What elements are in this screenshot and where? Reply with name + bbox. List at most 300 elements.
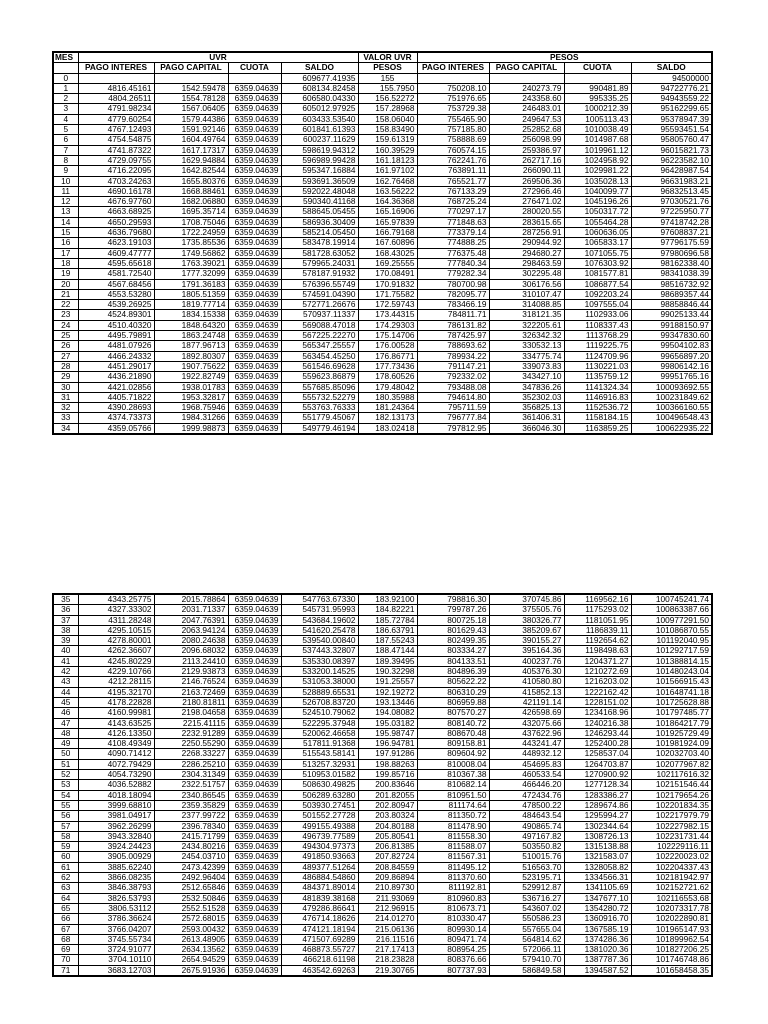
table-cell: 3999.68810 — [78, 800, 154, 810]
table-cell: 99347830.60 — [631, 331, 712, 341]
header-empty — [53, 63, 78, 73]
table-cell: 1354280.72 — [564, 903, 631, 913]
table-cell: 99188150.97 — [631, 320, 712, 330]
table-cell: 6359.04639 — [228, 83, 281, 93]
table-cell: 6359.04639 — [228, 186, 281, 196]
table-cell: 496739.77589 — [281, 831, 358, 841]
table-body-bottom — [53, 594, 712, 976]
table-cell: 161.97102 — [358, 166, 417, 176]
table-cell: 432075.66 — [489, 718, 564, 728]
table-cell: 200.83646 — [358, 780, 417, 790]
table-cell: 510015.76 — [489, 852, 564, 862]
table-cell: 463542.69263 — [281, 965, 358, 976]
table-cell: 1834.15338 — [154, 310, 228, 320]
table-cell: 811174.64 — [417, 800, 489, 810]
table-cell: 574591.04390 — [281, 289, 358, 299]
table-cell: 1097555.04 — [564, 300, 631, 310]
table-cell: 102179654.26 — [631, 790, 712, 800]
table-cell: 1302344.64 — [564, 821, 631, 831]
table-cell: 1234168.96 — [564, 708, 631, 718]
table-cell: 1130221.03 — [564, 361, 631, 371]
table-cell: 71 — [53, 965, 78, 976]
table-row — [53, 780, 712, 790]
table-cell: 1050317.72 — [564, 207, 631, 217]
table-cell: 4 — [53, 114, 78, 124]
table-cell: 1863.24748 — [154, 331, 228, 341]
table-cell: 4278.80001 — [78, 636, 154, 646]
table-cell: 489377.51264 — [281, 862, 358, 872]
table-cell: 18 — [53, 258, 78, 268]
table-cell: 1629.94884 — [154, 155, 228, 165]
table-body-top — [53, 73, 712, 434]
table-cell: 2572.68015 — [154, 914, 228, 924]
table-row — [53, 667, 712, 677]
table-cell: 4178.22828 — [78, 697, 154, 707]
table-cell: 43 — [53, 677, 78, 687]
table-cell: 3704.10110 — [78, 955, 154, 965]
table-cell: 4436.21890 — [78, 372, 154, 382]
table-cell: 484643.54 — [489, 811, 564, 821]
table-cell: 1360916.70 — [564, 914, 631, 924]
table-cell: 810367.38 — [417, 770, 489, 780]
table-cell — [78, 73, 154, 83]
table-cell: 529912.87 — [489, 883, 564, 893]
table-cell: 1938.01783 — [154, 382, 228, 392]
table-row — [53, 104, 712, 114]
table-cell: 1141324.34 — [564, 382, 631, 392]
table-cell: 801629.43 — [417, 625, 489, 635]
table-cell: 6359.04639 — [228, 114, 281, 124]
table-cell: 4390.28693 — [78, 403, 154, 413]
table-cell: 2063.94124 — [154, 625, 228, 635]
table-cell: 162.76468 — [358, 176, 417, 186]
table-cell: 2552.51528 — [154, 903, 228, 913]
table-cell: 1617.17317 — [154, 145, 228, 155]
table-cell: 6 — [53, 135, 78, 145]
table-cell: 2180.81811 — [154, 697, 228, 707]
table-cell: 481839.38168 — [281, 893, 358, 903]
table-cell: 6359.04639 — [228, 94, 281, 104]
table-cell: 4108.49349 — [78, 739, 154, 749]
table-cell: 1264703.87 — [564, 759, 631, 769]
table-cell: 1175293.02 — [564, 605, 631, 615]
table-cell: 214.01270 — [358, 914, 417, 924]
table-cell: 101899962.54 — [631, 934, 712, 944]
table-cell: 4690.16178 — [78, 186, 154, 196]
table-cell: 100863387.66 — [631, 605, 712, 615]
table-cell: 1152536.72 — [564, 403, 631, 413]
table-cell: 4054.73290 — [78, 770, 154, 780]
table-cell: 6359.04639 — [228, 403, 281, 413]
table-cell: 97980696.58 — [631, 248, 712, 258]
table-cell: 14 — [53, 217, 78, 227]
table-cell: 6359.04639 — [228, 646, 281, 656]
table-cell: 61 — [53, 862, 78, 872]
table-cell: 98516732.92 — [631, 279, 712, 289]
table-row — [53, 759, 712, 769]
table-cell: 6359.04639 — [228, 873, 281, 883]
table-cell: 99951765.16 — [631, 372, 712, 382]
table-cell: 768725.24 — [417, 197, 489, 207]
table-cell: 262717.16 — [489, 155, 564, 165]
table-cell: 212.96915 — [358, 903, 417, 913]
table-cell: 4195.32170 — [78, 687, 154, 697]
table-cell: 95378947.39 — [631, 114, 712, 124]
table-cell: 1055464.28 — [564, 217, 631, 227]
amortization-table-bottom — [52, 593, 713, 977]
table-row — [53, 965, 712, 976]
header-uvr-group: UVR — [78, 52, 358, 63]
table-cell: 38 — [53, 625, 78, 635]
table-cell: 201.82055 — [358, 790, 417, 800]
table-cell: 1953.32817 — [154, 392, 228, 402]
table-row — [53, 687, 712, 697]
table-cell: 1065833.17 — [564, 238, 631, 248]
table-cell: 69 — [53, 945, 78, 955]
table-cell: 1108337.43 — [564, 320, 631, 330]
table-cell: 6359.04639 — [228, 197, 281, 207]
table-cell: 6359.04639 — [228, 945, 281, 955]
table-cell: 25 — [53, 331, 78, 341]
table-cell: 586936.30409 — [281, 217, 358, 227]
table-cell: 6359.04639 — [228, 104, 281, 114]
table-cell: 564814.62 — [489, 934, 564, 944]
table-cell: 508630.49825 — [281, 780, 358, 790]
table-cell: 797812.95 — [417, 423, 489, 434]
table-cell: 96631983.21 — [631, 176, 712, 186]
table-cell: 6359.04639 — [228, 382, 281, 392]
table-cell: 501552.27728 — [281, 811, 358, 821]
table-row — [53, 749, 712, 759]
table-cell: 1347677.10 — [564, 893, 631, 903]
table-cell: 2268.33227 — [154, 749, 228, 759]
table-cell: 45 — [53, 697, 78, 707]
table-cell: 1135759.12 — [564, 372, 631, 382]
header-pesos-group: PESOS — [417, 52, 712, 63]
table-cell: 375505.76 — [489, 605, 564, 615]
table-cell: 6359.04639 — [228, 269, 281, 279]
table-cell: 478500.22 — [489, 800, 564, 810]
table-cell: 590340.41168 — [281, 197, 358, 207]
table-cell: 4311.28248 — [78, 615, 154, 625]
table-cell: 460533.54 — [489, 770, 564, 780]
table-cell: 4581.72540 — [78, 269, 154, 279]
table-cell: 2473.42399 — [154, 862, 228, 872]
table-cell: 302295.48 — [489, 269, 564, 279]
table-cell: 97225950.77 — [631, 207, 712, 217]
table-cell: 800725.18 — [417, 615, 489, 625]
table-cell: 786131.82 — [417, 320, 489, 330]
table-cell: 588645.05455 — [281, 207, 358, 217]
table-row — [53, 728, 712, 738]
table-cell: 1040099.77 — [564, 186, 631, 196]
table-cell: 269506.36 — [489, 176, 564, 186]
table-row — [53, 718, 712, 728]
table-cell: 4636.79680 — [78, 228, 154, 238]
table-row — [53, 842, 712, 852]
table-cell: 102116553.68 — [631, 893, 712, 903]
table-cell — [489, 73, 564, 83]
table-cell: 1655.80376 — [154, 176, 228, 186]
table-cell: 808670.48 — [417, 728, 489, 738]
table-row — [53, 83, 712, 93]
table-cell: 194.08082 — [358, 708, 417, 718]
table-cell: 454695.83 — [489, 759, 564, 769]
table-cell: 763891.11 — [417, 166, 489, 176]
table-cell: 4036.52882 — [78, 780, 154, 790]
table-cell: 2215.41115 — [154, 718, 228, 728]
table-cell: 197.91286 — [358, 749, 417, 759]
amortization-table-top — [52, 51, 713, 435]
table-cell: 810951.50 — [417, 790, 489, 800]
table-cell: 352302.03 — [489, 392, 564, 402]
table-cell: 334775.74 — [489, 351, 564, 361]
table-row — [53, 873, 712, 883]
table-row — [53, 166, 712, 176]
table-cell: 1321583.07 — [564, 852, 631, 862]
table-cell: 2096.68032 — [154, 646, 228, 656]
table-cell: 1604.49764 — [154, 135, 228, 145]
table-row — [53, 289, 712, 299]
table-cell: 4729.09755 — [78, 155, 154, 165]
table-cell: 195.98747 — [358, 728, 417, 738]
table-cell: 789934.22 — [417, 351, 489, 361]
table-row — [53, 217, 712, 227]
table-cell: 517811.91368 — [281, 739, 358, 749]
table-cell: 15 — [53, 228, 78, 238]
table-cell: 185.72784 — [358, 615, 417, 625]
table-cell: 506289.63280 — [281, 790, 358, 800]
table-cell — [417, 73, 489, 83]
table-cell: 1735.85536 — [154, 238, 228, 248]
table-cell: 539540.00840 — [281, 636, 358, 646]
table-cell: 6359.04639 — [228, 914, 281, 924]
table-cell: 810330.47 — [417, 914, 489, 924]
table-cell: 195.03182 — [358, 718, 417, 728]
table-cell: 1315138.88 — [564, 842, 631, 852]
table-cell: 1113768.29 — [564, 331, 631, 341]
table-cell: 1819.77714 — [154, 300, 228, 310]
table-cell: 186.63791 — [358, 625, 417, 635]
table-cell: 211.93069 — [358, 893, 417, 903]
table-cell: 782095.77 — [417, 289, 489, 299]
table-cell: 4421.02856 — [78, 382, 154, 392]
table-cell: 60 — [53, 852, 78, 862]
table-cell: 1000212.39 — [564, 104, 631, 114]
table-cell: 4018.18094 — [78, 790, 154, 800]
table-cell — [154, 73, 228, 83]
table-cell: 159.61319 — [358, 135, 417, 145]
table-cell: 1579.44386 — [154, 114, 228, 124]
table-cell: 609677.41935 — [281, 73, 358, 83]
table-cell: 762241.76 — [417, 155, 489, 165]
table-cell: 471507.69289 — [281, 934, 358, 944]
table-cell: 811370.60 — [417, 873, 489, 883]
table-cell: 94722776.21 — [631, 83, 712, 93]
table-cell: 6359.04639 — [228, 392, 281, 402]
table-cell — [228, 73, 281, 83]
table-row — [53, 310, 712, 320]
table-cell: 1014987.68 — [564, 135, 631, 145]
table-cell: 97608837.21 — [631, 228, 712, 238]
table-cell: 102077967.82 — [631, 759, 712, 769]
table-cell: 4779.60254 — [78, 114, 154, 124]
table-cell: 6359.04639 — [228, 739, 281, 749]
header-pesos: PESOS — [358, 63, 417, 73]
table-cell: 6359.04639 — [228, 423, 281, 434]
table-cell: 170.08491 — [358, 269, 417, 279]
table-cell: 1848.64320 — [154, 320, 228, 330]
table-cell: 4126.13350 — [78, 728, 154, 738]
table-cell: 510953.01582 — [281, 770, 358, 780]
table-cell: 6359.04639 — [228, 790, 281, 800]
table-cell: 26 — [53, 341, 78, 351]
table-row — [53, 197, 712, 207]
table-cell: 550586.23 — [489, 914, 564, 924]
table-cell: 2129.93873 — [154, 667, 228, 677]
table-cell: 6359.04639 — [228, 625, 281, 635]
table-row — [53, 258, 712, 268]
table-cell: 188.47144 — [358, 646, 417, 656]
table-cell: 164.36368 — [358, 197, 417, 207]
table-cell: 1060636.05 — [564, 228, 631, 238]
table-cell: 1210272.69 — [564, 667, 631, 677]
table-cell: 2232.91289 — [154, 728, 228, 738]
header-mes: MES — [53, 52, 78, 63]
table-cell: 1394587.52 — [564, 965, 631, 976]
table-cell: 64 — [53, 893, 78, 903]
table-row — [53, 656, 712, 666]
table-cell: 592022.48048 — [281, 186, 358, 196]
table-cell: 3826.53793 — [78, 893, 154, 903]
table-cell: 6359.04639 — [228, 728, 281, 738]
table-cell: 56 — [53, 811, 78, 821]
table-cell: 545731.95993 — [281, 605, 358, 615]
table-row — [53, 811, 712, 821]
header-valor-uvr: VALOR UVR — [358, 52, 417, 63]
table-row — [53, 238, 712, 248]
table-cell: 3846.38793 — [78, 883, 154, 893]
table-row — [53, 392, 712, 402]
table-cell: 42 — [53, 667, 78, 677]
table-cell: 6359.04639 — [228, 636, 281, 646]
table-cell: 55 — [53, 800, 78, 810]
table-cell: 578187.91932 — [281, 269, 358, 279]
table-cell: 4245.80229 — [78, 656, 154, 666]
table-row — [53, 114, 712, 124]
table-cell: 380326.77 — [489, 615, 564, 625]
table-cell: 36 — [53, 605, 78, 615]
table-cell: 585214.05450 — [281, 228, 358, 238]
table-cell: 809471.74 — [417, 934, 489, 944]
table-cell: 298463.59 — [489, 258, 564, 268]
table-cell: 1328058.82 — [564, 862, 631, 872]
table-cell: 2454.03710 — [154, 852, 228, 862]
table-cell: 559623.86879 — [281, 372, 358, 382]
table-cell: 805622.22 — [417, 677, 489, 687]
table-cell: 2015.78864 — [154, 594, 228, 605]
table-cell: 6359.04639 — [228, 166, 281, 176]
table-cell: 209.86894 — [358, 873, 417, 883]
table-cell: 443241.47 — [489, 739, 564, 749]
table-cell: 99656897.20 — [631, 351, 712, 361]
table-cell: 192.19272 — [358, 687, 417, 697]
table-cell: 774888.25 — [417, 238, 489, 248]
table-cell: 751976.65 — [417, 94, 489, 104]
table-cell: 7 — [53, 145, 78, 155]
table-cell: 569088.47018 — [281, 320, 358, 330]
table-row — [53, 413, 712, 423]
table-cell: 3724.91077 — [78, 945, 154, 955]
table-cell: 98689357.44 — [631, 289, 712, 299]
table-cell: 102073317.78 — [631, 903, 712, 913]
table-cell: 3766.04207 — [78, 924, 154, 934]
table-cell: 3745.55734 — [78, 934, 154, 944]
table-cell: 468873.55727 — [281, 945, 358, 955]
table-cell: 96223582.10 — [631, 155, 712, 165]
table-cell: 1283386.27 — [564, 790, 631, 800]
table-row — [53, 351, 712, 361]
table-cell: 6359.04639 — [228, 883, 281, 893]
table-cell: 6359.04639 — [228, 811, 281, 821]
table-cell: 600237.11629 — [281, 135, 358, 145]
table-cell: 101746748.86 — [631, 955, 712, 965]
table-cell: 156.52272 — [358, 94, 417, 104]
table-cell: 217.17413 — [358, 945, 417, 955]
table-cell: 339073.83 — [489, 361, 564, 371]
table-cell: 2163.72469 — [154, 687, 228, 697]
table-cell: 4716.22095 — [78, 166, 154, 176]
table-cell: 811350.72 — [417, 811, 489, 821]
table-cell: 216.11516 — [358, 934, 417, 944]
table-row — [53, 790, 712, 800]
table-cell: 2322.51757 — [154, 780, 228, 790]
table-row — [53, 73, 712, 83]
table-cell: 168.43025 — [358, 248, 417, 258]
table-cell: 1146916.83 — [564, 392, 631, 402]
table-cell: 22 — [53, 300, 78, 310]
table-cell: 809158.81 — [417, 739, 489, 749]
table-cell: 30 — [53, 382, 78, 392]
table-cell: 390155.27 — [489, 636, 564, 646]
table-cell: 586849.58 — [489, 965, 564, 976]
table-cell: 6359.04639 — [228, 667, 281, 677]
table-cell: 266090.11 — [489, 166, 564, 176]
table-cell: 205.80541 — [358, 831, 417, 841]
table-cell: 35 — [53, 594, 78, 605]
table-cell: 1228151.02 — [564, 697, 631, 707]
table-cell: 606580.04330 — [281, 94, 358, 104]
table-cell: 806310.29 — [417, 687, 489, 697]
table-cell: 32 — [53, 403, 78, 413]
table-cell: 1682.06880 — [154, 197, 228, 207]
table-cell: 53 — [53, 780, 78, 790]
table-cell: 102151546.44 — [631, 780, 712, 790]
header-cuota-pesos: CUOTA — [564, 63, 631, 73]
table-cell: 1192654.62 — [564, 636, 631, 646]
table-cell: 3885.62240 — [78, 862, 154, 872]
table-cell: 243358.60 — [489, 94, 564, 104]
table-cell: 1092203.24 — [564, 289, 631, 299]
table-cell: 765521.77 — [417, 176, 489, 186]
table-cell: 2593.00432 — [154, 924, 228, 934]
table-cell: 4650.29593 — [78, 217, 154, 227]
table-cell: 1246293.44 — [564, 728, 631, 738]
table-cell: 100231849.62 — [631, 392, 712, 402]
table-row — [53, 228, 712, 238]
table-cell: 6359.04639 — [228, 331, 281, 341]
table-cell: 179.48042 — [358, 382, 417, 392]
